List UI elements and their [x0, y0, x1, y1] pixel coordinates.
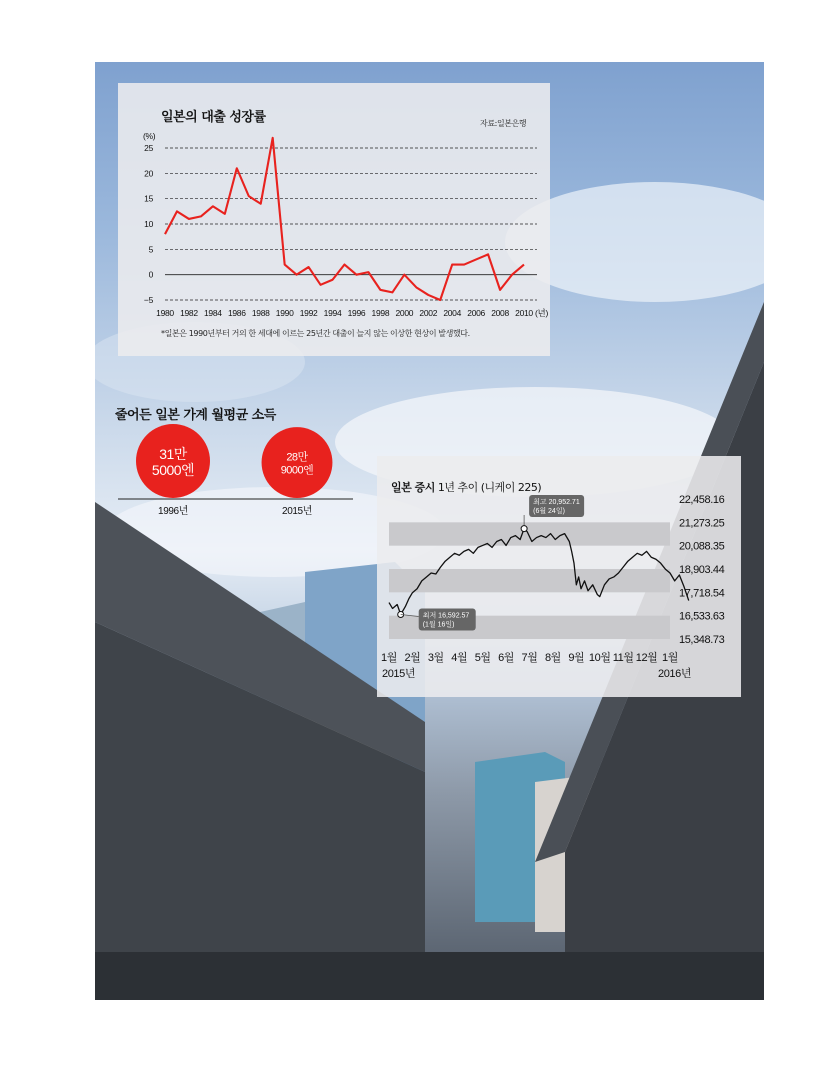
income-year-label: 1996년 — [158, 506, 188, 517]
x-tick-label: 1988 — [251, 308, 270, 318]
x-tick-label: 1992 — [299, 308, 318, 318]
y-tick-label: 20,088.35 — [679, 540, 725, 553]
loan-growth-chart — [140, 130, 548, 330]
end-year-label: 2016년 — [658, 668, 692, 680]
income-title: 줄어든 일본 가계 월평균 소득 — [115, 408, 276, 423]
x-tick-label: 1986 — [227, 308, 246, 318]
y-tick-label: 21,273.25 — [679, 517, 725, 530]
x-tick-label: 1980 — [156, 308, 174, 318]
y-axis-unit: (%) — [143, 131, 156, 141]
nikkei-title-bold: 일본 증시 — [391, 481, 435, 494]
x-tick-label: 6월 — [498, 652, 515, 664]
x-tick-label: 3월 — [427, 652, 444, 664]
x-tick-label: 2004 — [443, 308, 462, 318]
y-tick-label: 15 — [144, 193, 153, 204]
x-tick-label: 2008 — [491, 308, 509, 318]
low-callout-label: 최저 16,592.57 — [422, 612, 470, 620]
low-callout-date: (1월 16일) — [422, 621, 455, 629]
x-tick-label: 1998 — [371, 308, 390, 318]
income-value-label: 5000엔 — [151, 462, 195, 478]
grid-band — [389, 522, 670, 545]
high-marker — [521, 526, 527, 532]
x-tick-label: 5월 — [474, 652, 491, 664]
y-tick-label: 5 — [148, 244, 153, 255]
income-chart — [118, 430, 368, 530]
income-value-label: 9000엔 — [280, 464, 314, 477]
loan-growth-title: 일본의 대출 성장률 — [161, 110, 266, 125]
x-tick-label: 8월 — [544, 652, 561, 664]
income-value-label: 28만 — [286, 451, 308, 464]
loan-growth-source: 자료:일본은행 — [480, 119, 527, 128]
y-tick-label: 10 — [144, 219, 153, 229]
x-tick-label: 2000 — [395, 308, 414, 318]
start-year-label: 2015년 — [382, 668, 416, 680]
y-tick-label: 18,903.44 — [679, 564, 725, 577]
x-tick-label: 1월 — [662, 652, 678, 664]
income-value-label: 31만 — [159, 446, 187, 462]
y-tick-label: 15,348.73 — [679, 634, 725, 646]
y-tick-label: 0 — [148, 269, 153, 280]
x-tick-label: 1996 — [347, 308, 366, 318]
x-axis-unit: (년) — [535, 308, 548, 318]
y-tick-label: 22,458.16 — [679, 494, 725, 506]
x-tick-label: 2002 — [419, 308, 438, 318]
high-callout-label: 최고 20,952.71 — [533, 499, 580, 506]
nikkei-chart — [377, 480, 741, 680]
x-tick-label: 1982 — [180, 308, 198, 318]
x-tick-label: 1994 — [323, 308, 342, 318]
x-tick-label: 1990 — [275, 308, 294, 318]
x-tick-label: 4월 — [451, 652, 468, 664]
y-tick-label: −5 — [143, 295, 153, 305]
x-tick-label: 2월 — [404, 652, 421, 664]
x-tick-label: 11월 — [612, 652, 634, 664]
y-tick-label: 16,533.63 — [679, 610, 725, 623]
x-tick-label: 2006 — [467, 308, 485, 318]
x-tick-label: 2010 — [515, 308, 533, 318]
income-year-label: 2015년 — [282, 506, 312, 517]
y-tick-label: 20 — [144, 168, 153, 179]
x-tick-label: 10월 — [588, 652, 611, 664]
loan-growth-line — [165, 138, 524, 300]
high-callout-date: (6월 24일) — [533, 508, 565, 515]
x-tick-label: 12월 — [635, 652, 658, 664]
x-tick-label: 1984 — [204, 308, 222, 318]
y-tick-label: 17,718.54 — [679, 587, 725, 600]
x-tick-label: 9월 — [568, 652, 585, 664]
loan-growth-note: *일본은 1990년부터 거의 한 세대에 이르는 25년간 대출이 늘지 않는 이상한 현상이 발생했다. — [161, 329, 470, 338]
x-tick-label: 7월 — [521, 652, 538, 664]
y-tick-label: 25 — [144, 143, 153, 153]
nikkei-title-rest: 1년 추이 (니케이 225) — [434, 481, 542, 494]
x-tick-label: 1월 — [381, 652, 397, 664]
